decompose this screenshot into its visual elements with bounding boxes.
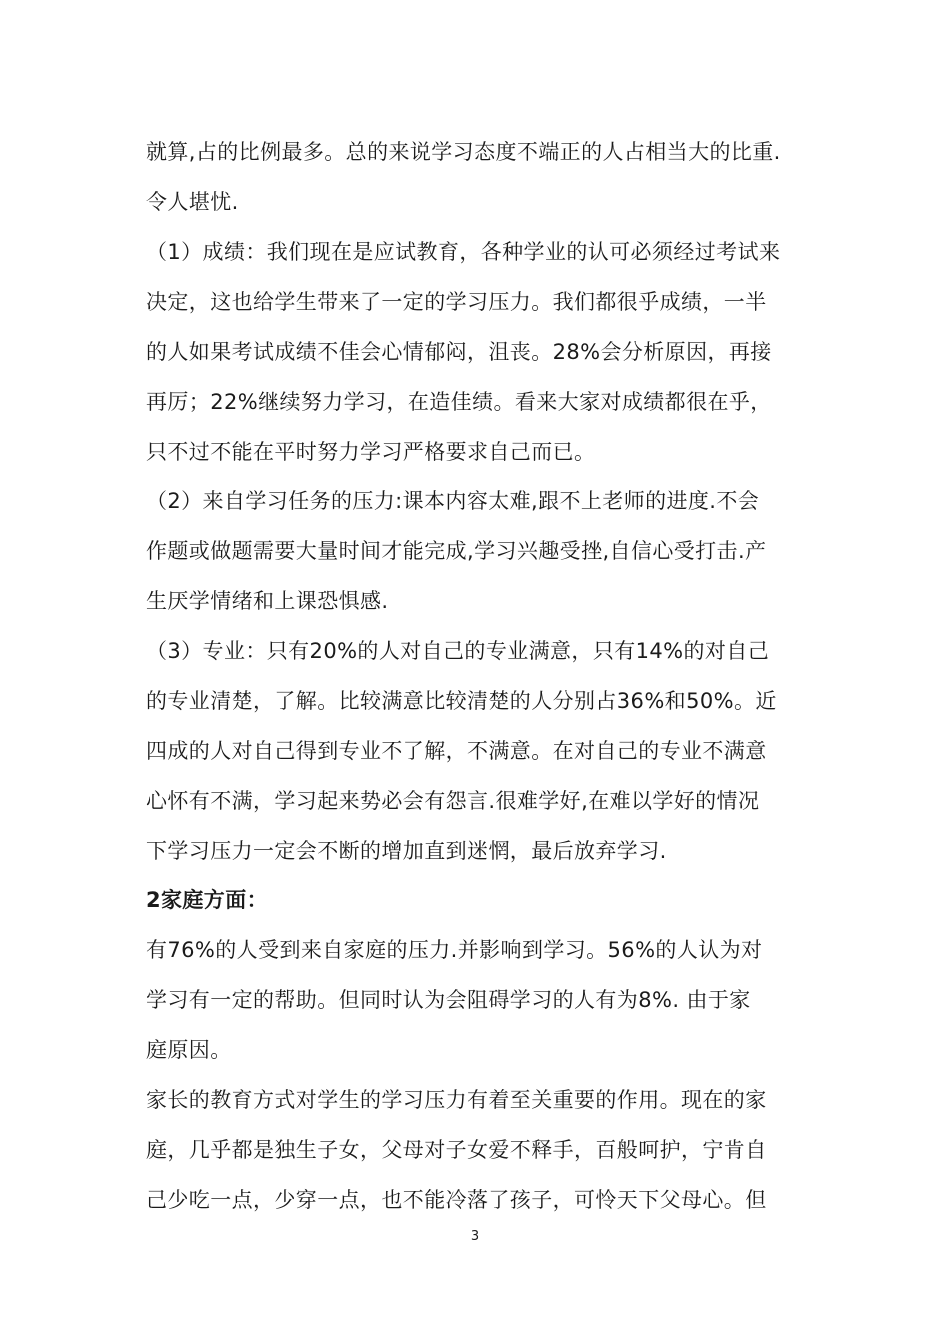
text-line: 四成的人对自己得到专业不了解，不满意。在对自己的专业不满意: [146, 739, 767, 763]
text-line: （3）专业：只有20%的人对自己的专业满意，只有14%的对自己: [146, 639, 770, 663]
text-line: 只不过不能在平时努力学习严格要求自己而已。: [146, 440, 596, 464]
text-line: 的专业清楚，了解。比较满意比较清楚的人分别占36%和50%。近: [146, 689, 777, 713]
text-line: 己少吃一点，少穿一点，也不能冷落了孩子，可怜天下父母心。但: [146, 1188, 767, 1212]
text-line: 庭原因。: [146, 1038, 232, 1062]
text-line: 决定，这也给学生带来了一定的学习压力。我们都很乎成绩，一半: [146, 290, 767, 314]
text-line: 生厌学情绪和上课恐惧感.: [146, 589, 389, 613]
text-line: （1）成绩：我们现在是应试教育，各种学业的认可必须经过考试来: [146, 240, 781, 264]
text-line: 家长的教育方式对学生的学习压力有着至关重要的作用。现在的家: [146, 1088, 767, 1112]
text-line: 下学习压力一定会不断的增加直到迷惘，最后放弃学习.: [146, 839, 667, 863]
text-line: 就算,占的比例最多。总的来说学习态度不端正的人占相当大的比重.: [146, 140, 781, 164]
text-line: 有76%的人受到来自家庭的压力.并影响到学习。56%的人认为对: [146, 938, 763, 962]
text-line: 再厉；22%继续努力学习，在造佳绩。看来大家对成绩都很在乎，: [146, 390, 772, 414]
text-line: 的人如果考试成绩不佳会心情郁闷，沮丧。28%会分析原因，再接: [146, 340, 772, 364]
text-line: 学习有一定的帮助。但同时认为会阻碍学习的人有为8%. 由于家: [146, 988, 751, 1012]
text-line: 作题或做题需要大量时间才能完成,学习兴趣受挫,自信心受打击.产: [146, 539, 767, 563]
section-heading: 2家庭方面：: [146, 888, 269, 912]
text-line: 令人堪忧.: [146, 190, 239, 214]
text-line: 庭，几乎都是独生子女，父母对子女爱不释手，百般呵护，宁肯自: [146, 1138, 767, 1162]
text-line: （2）来自学习任务的压力:课本内容太难,跟不上老师的进度.不会: [146, 489, 760, 513]
page-number: 3: [470, 1229, 480, 1244]
text-line: 心怀有不满，学习起来势必会有怨言.很难学好,在难以学好的情况: [146, 789, 760, 813]
